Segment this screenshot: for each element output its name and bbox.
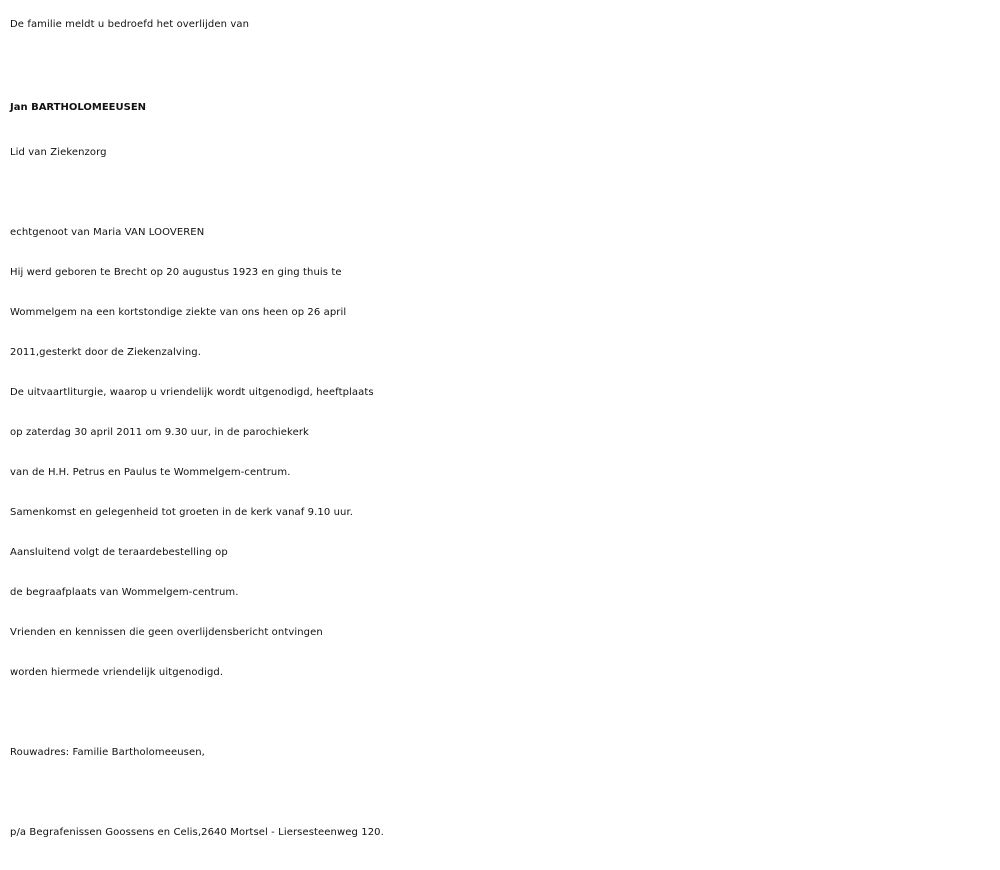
- body-line: van de H.H. Petrus en Paulus te Wommelgem-centrum.: [10, 467, 291, 478]
- body-line: Samenkomst en gelegenheid tot groeten in de kerk vanaf 9.10 uur.: [10, 507, 354, 518]
- intro-text: De familie meldt u bedroefd het overlijden van: [10, 19, 250, 30]
- notice-body: [10, 213, 995, 693]
- body-line: De uitvaartliturgie, waarop u vriendelijk wordt uitgenodigd, heeftplaats: [10, 387, 374, 398]
- spacer: [10, 693, 995, 733]
- body-line: de begraafplaats van Wommelgem-centrum.: [10, 587, 239, 598]
- body-line: worden hiermede vriendelijk uitgenodigd.: [10, 667, 224, 678]
- body-line: Hij werd geboren te Brecht op 20 augustus 1923 en ging thuis te: [10, 267, 342, 278]
- body-line: 2011,gesterkt door de Ziekenzalving.: [10, 347, 201, 358]
- body-line: echtgenoot van Maria VAN LOOVEREN: [10, 227, 205, 238]
- body-line: Vrienden en kennissen die geen overlijdensbericht ontvingen: [10, 627, 323, 638]
- address-label: Rouwadres: Familie Bartholomeeusen,: [10, 747, 205, 758]
- membership-text: Lid van Ziekenzorg: [10, 147, 107, 158]
- body-line: Aansluitend volgt de teraardebestelling op: [10, 547, 228, 558]
- spacer: [10, 773, 995, 813]
- spacer: [10, 173, 995, 213]
- death-notice: [10, 0, 995, 853]
- body-line: Wommelgem na een kortstondige ziekte van ons heen op 26 april: [10, 307, 347, 318]
- deceased-name: Jan BARTHOLOMEEUSEN: [10, 102, 147, 113]
- address-line: p/a Begrafenissen Goossens en Celis,2640 Mortsel - Liersesteenweg 120.: [10, 827, 384, 838]
- body-line: op zaterdag 30 april 2011 om 9.30 uur, in de parochiekerk: [10, 427, 309, 438]
